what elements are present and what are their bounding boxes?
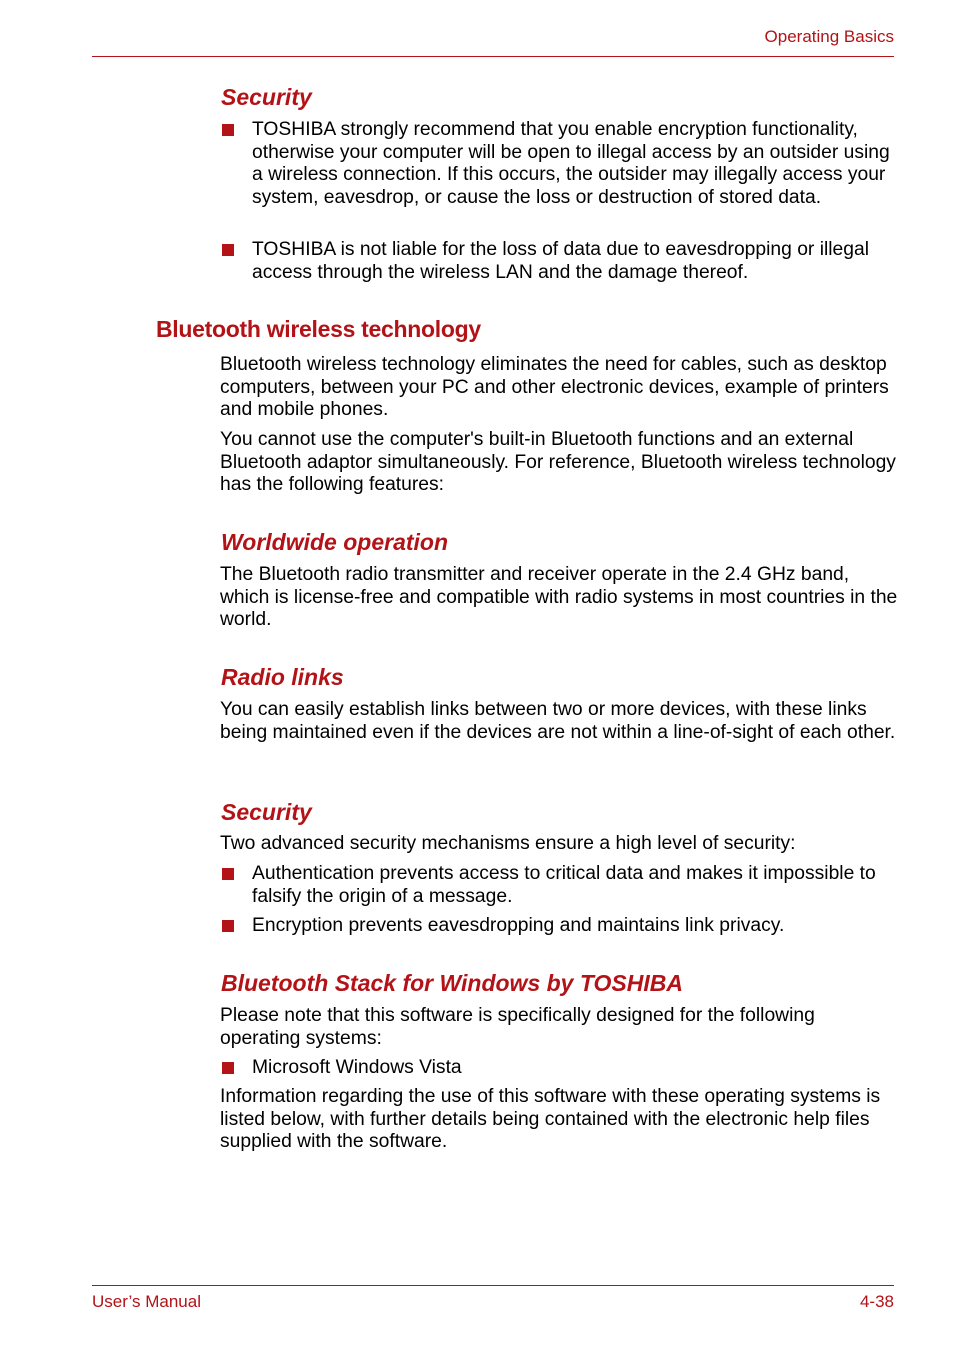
list-item-text: Microsoft Windows Vista [252,1057,462,1078]
running-header: Operating Basics [764,27,894,46]
square-bullet-icon [222,920,234,932]
square-bullet-icon [222,1062,234,1074]
list-item [220,1057,900,1080]
footer-manual-title: User’s Manual [92,1292,201,1311]
paragraph: Please note that this software is specifically designed for the following operating systems: [220,1005,815,1049]
list-item-text: Encryption prevents eavesdropping and maintains link privacy. [252,915,785,936]
security-heading: Security [221,84,312,110]
paragraph: The Bluetooth radio transmitter and receiver operate in the 2.4 GHz band, which is license-free and compatible with radio systems in most countries in the world. [220,564,898,631]
paragraph: Two advanced security mechanisms ensure a high level of security: [220,833,796,854]
list-item [220,239,900,284]
square-bullet-icon [222,244,234,256]
worldwide-heading: Worldwide operation [221,529,449,555]
list-item [220,863,900,908]
list-item-text: TOSHIBA is not liable for the loss of data due to eavesdropping or illegal access through the wireless LAN and the damage thereof. [252,239,870,283]
paragraph: Information regarding the use of this software with these operating systems is listed below, with further details being contained with the electronic help files supplied with the software. [220,1086,881,1153]
square-bullet-icon [222,124,234,136]
section-heading: Bluetooth wireless technology [156,316,481,342]
list-item-text: TOSHIBA strongly recommend that you enable encryption functionality, otherwise your computer will be open to illegal access by an outsider using a wireless connection. If this occurs, the outsider may illegally access your system, eavesdrop, or cause the loss or destruction of stored data. [252,119,890,209]
list-item [220,119,900,210]
footer-rule [92,1285,894,1286]
radio-links-heading: Radio links [221,664,344,690]
square-bullet-icon [222,868,234,880]
stack-heading: Bluetooth Stack for Windows by TOSHIBA [221,970,683,996]
paragraph: You cannot use the computer's built-in Bluetooth functions and an external Bluetooth adaptor simultaneously. For reference, Bluetooth wireless technology has the following features: [220,429,896,496]
page-number: 4-38 [859,1292,894,1311]
paragraph: Bluetooth wireless technology eliminates the need for cables, such as desktop computers, between your PC and other electronic devices, example of printers and mobile phones. [220,354,889,421]
list-item [220,915,900,938]
security-heading: Security [221,799,312,825]
header-rule [92,56,894,57]
list-item-text: Authentication prevents access to critical data and makes it impossible to falsify the origin of a message. [252,863,876,907]
paragraph: You can easily establish links between two or more devices, with these links being maintained even if the devices are not within a line-of-sight of each other. [220,699,896,743]
